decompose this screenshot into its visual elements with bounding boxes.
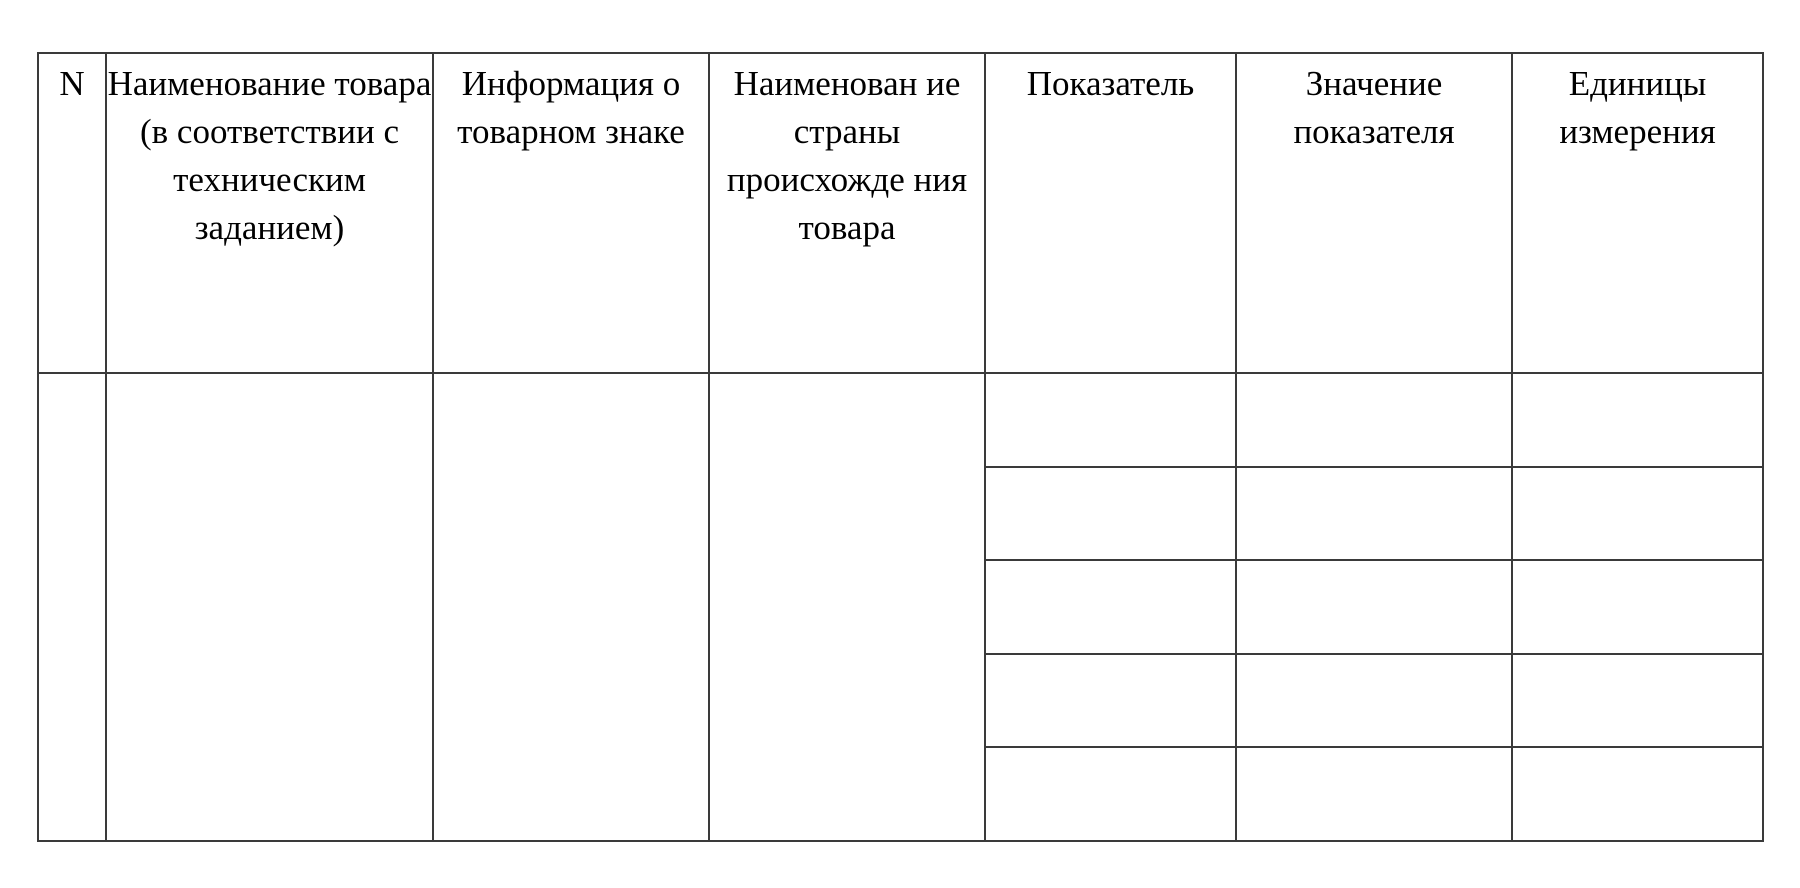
header-country: Наименован ие страны происхожде ния товара — [709, 53, 985, 373]
cell-units — [1512, 560, 1763, 654]
cell-country — [709, 373, 985, 841]
cell-indicator — [985, 467, 1236, 561]
cell-indicator-value — [1236, 373, 1512, 467]
cell-indicator — [985, 747, 1236, 841]
header-indicator: Показатель — [985, 53, 1236, 373]
cell-indicator-value — [1236, 747, 1512, 841]
table-row — [38, 373, 1763, 467]
cell-product-name — [106, 373, 433, 841]
header-trademark: Информация о товарном знаке — [433, 53, 709, 373]
header-product-name: Наименование товара (в соответствии с техническим заданием) — [106, 53, 433, 373]
cell-n — [38, 373, 106, 841]
cell-units — [1512, 747, 1763, 841]
cell-units — [1512, 467, 1763, 561]
table-header-row — [38, 53, 1763, 373]
header-units: Единицы измерения — [1512, 53, 1763, 373]
product-spec-table — [37, 52, 1764, 842]
header-indicator-value: Значение показателя — [1236, 53, 1512, 373]
cell-indicator — [985, 560, 1236, 654]
cell-trademark — [433, 373, 709, 841]
cell-indicator — [985, 373, 1236, 467]
cell-indicator-value — [1236, 654, 1512, 748]
cell-units — [1512, 373, 1763, 467]
cell-indicator-value — [1236, 467, 1512, 561]
cell-units — [1512, 654, 1763, 748]
cell-indicator-value — [1236, 560, 1512, 654]
cell-indicator — [985, 654, 1236, 748]
header-n: N — [38, 53, 106, 373]
